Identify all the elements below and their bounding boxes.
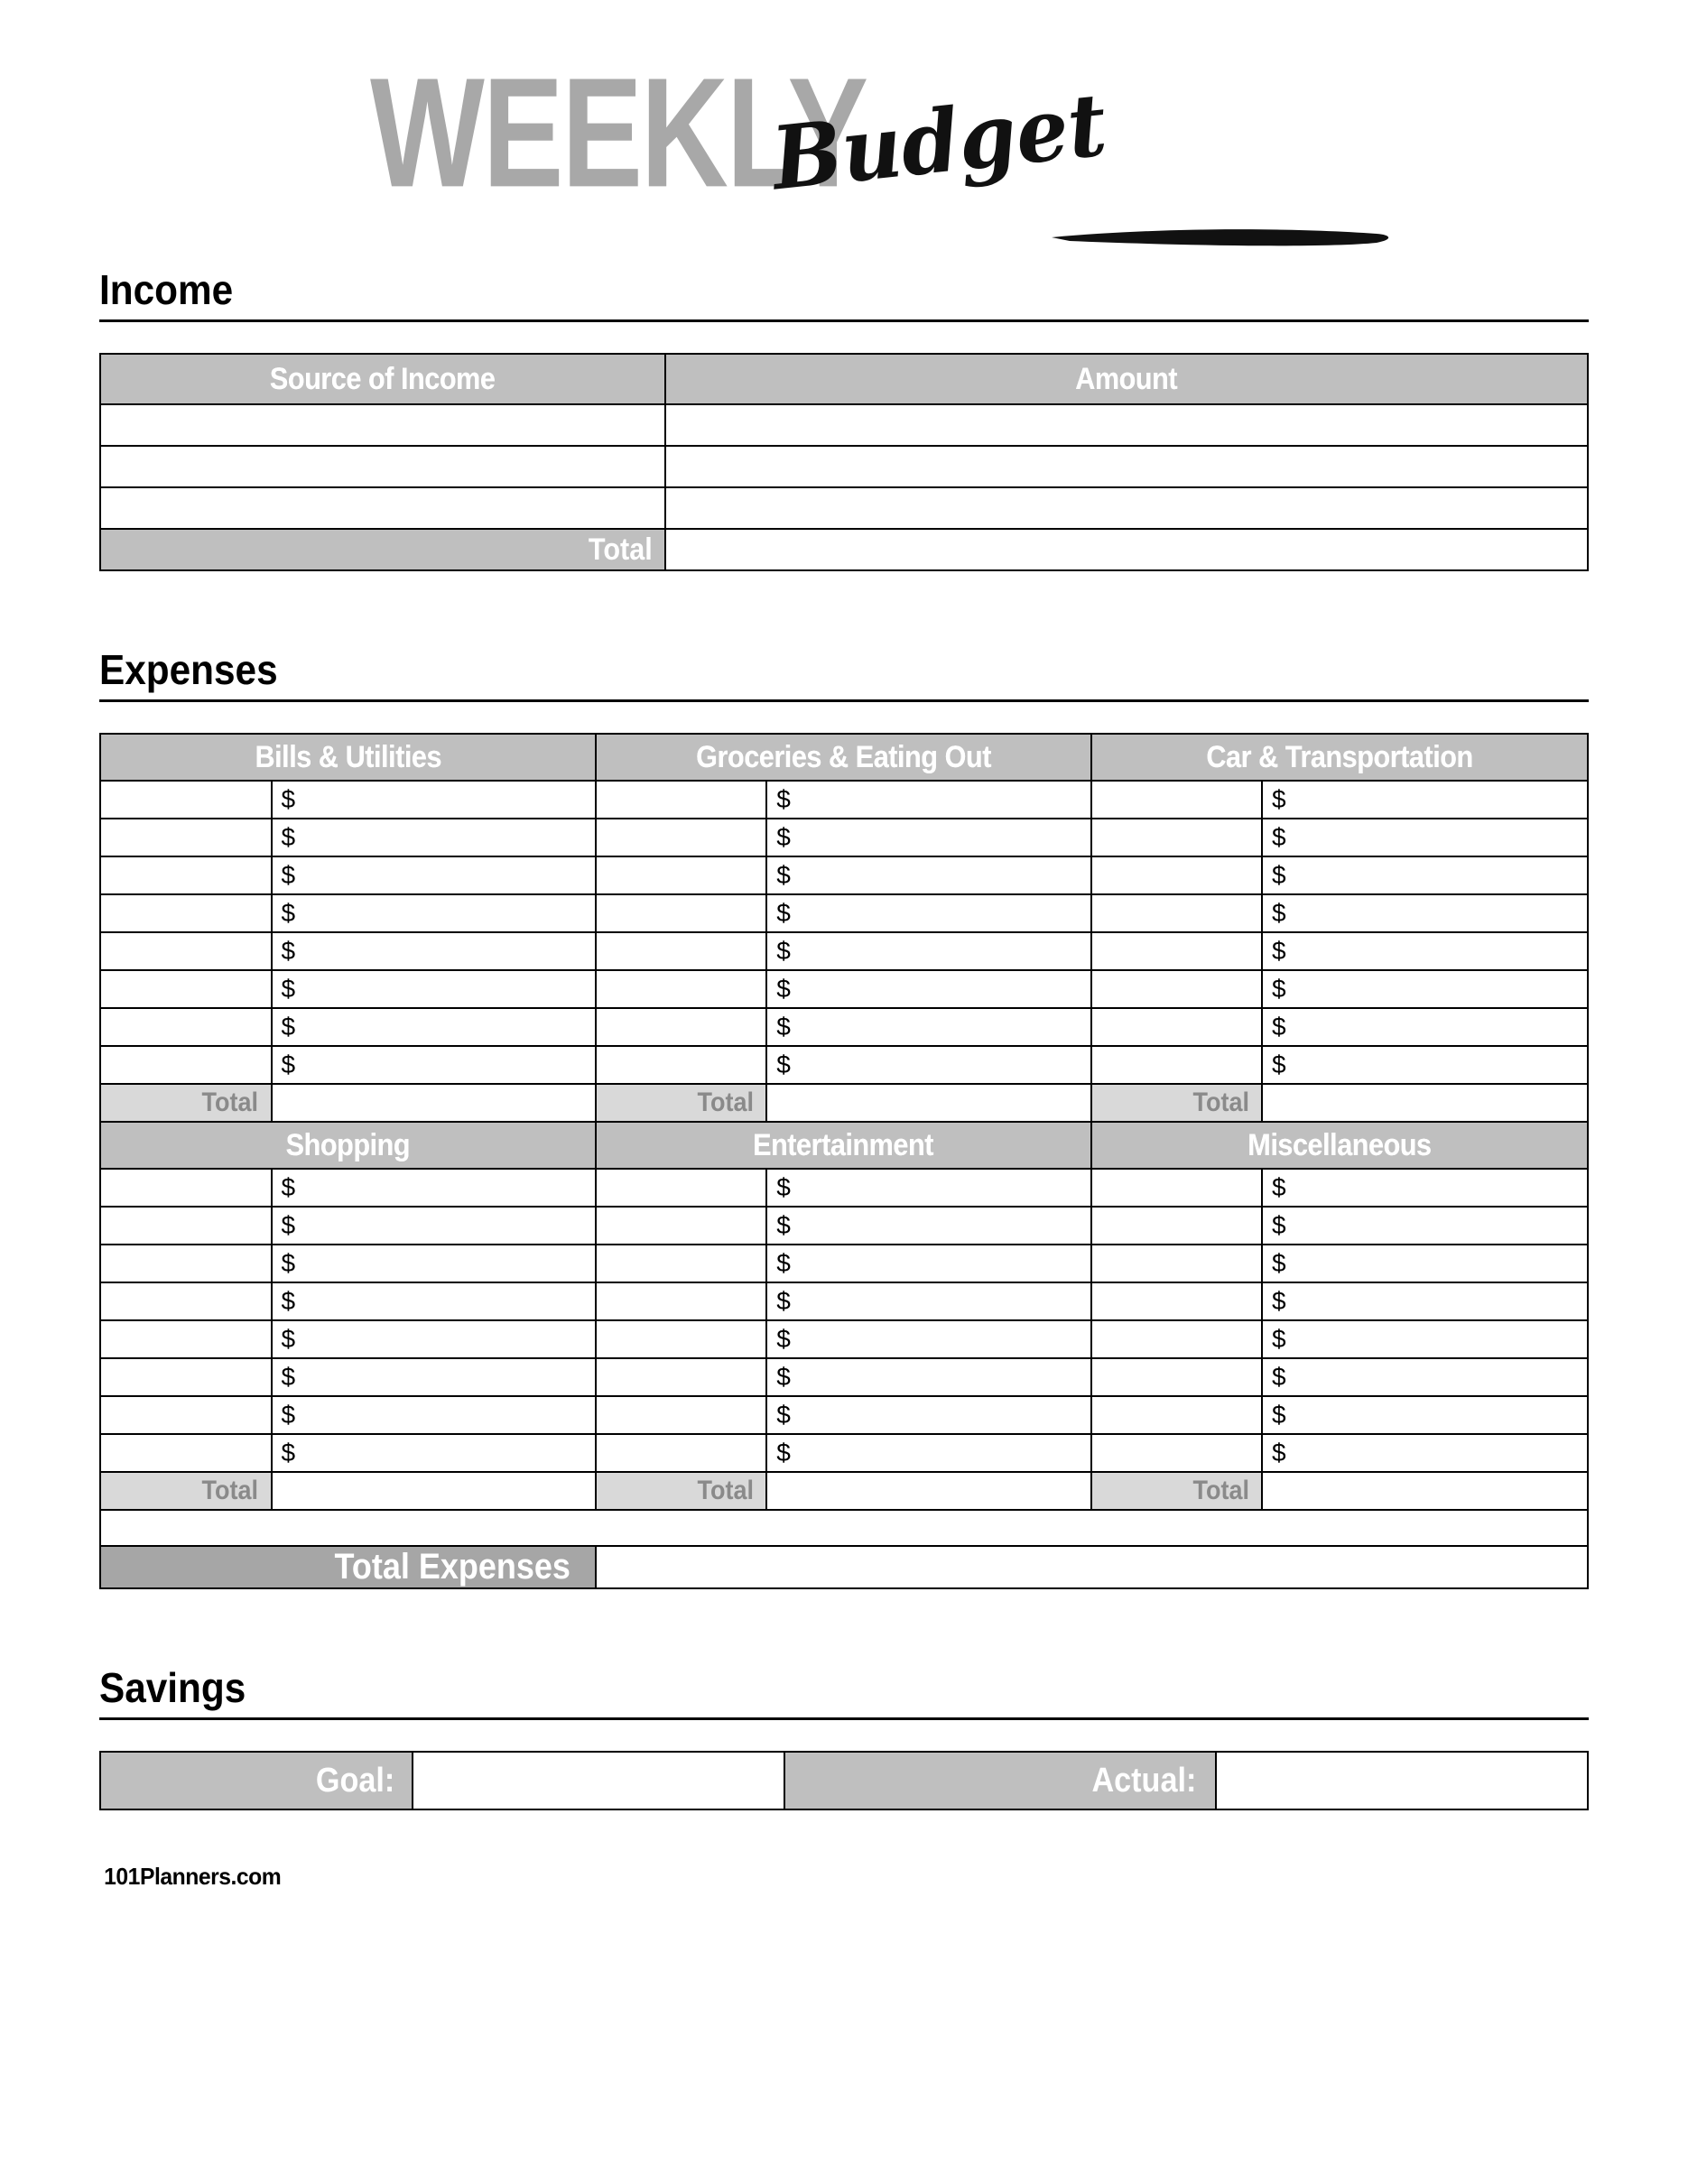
expense-item-input[interactable] xyxy=(100,856,272,894)
income-amount-input[interactable] xyxy=(665,404,1588,446)
income-col-source: Source of Income xyxy=(100,354,665,404)
expense-amount-input[interactable]: $ xyxy=(766,1245,1090,1282)
expense-amount-input[interactable]: $ xyxy=(1262,1008,1588,1046)
expense-amount-input[interactable]: $ xyxy=(766,1358,1090,1396)
expense-amount-input[interactable]: $ xyxy=(272,1358,596,1396)
total-expenses-value[interactable] xyxy=(596,1546,1588,1588)
income-section xyxy=(99,265,1589,571)
expense-amount-input[interactable]: $ xyxy=(766,856,1090,894)
spacer-cell xyxy=(100,1510,1588,1546)
income-source-input[interactable] xyxy=(100,487,665,529)
expense-amount-input[interactable]: $ xyxy=(1262,1434,1588,1472)
expense-item-input[interactable] xyxy=(100,1358,272,1396)
subtotal-label-car-transportation: Total xyxy=(1091,1084,1263,1122)
expense-amount-input[interactable]: $ xyxy=(272,1046,596,1084)
expense-item-input[interactable] xyxy=(1091,1207,1263,1245)
expense-item-input[interactable] xyxy=(1091,894,1263,932)
expense-amount-input[interactable]: $ xyxy=(1262,1358,1588,1396)
expense-item-input[interactable] xyxy=(1091,856,1263,894)
expenses-divider xyxy=(99,699,1589,702)
expense-amount-input[interactable]: $ xyxy=(766,932,1090,970)
savings-row xyxy=(100,1752,1588,1809)
spacer xyxy=(99,571,1589,642)
expense-amount-input[interactable]: $ xyxy=(766,1008,1090,1046)
income-divider xyxy=(99,319,1589,322)
expense-item-input[interactable] xyxy=(100,1008,272,1046)
expenses-subtotal-row-bottom xyxy=(100,1472,1588,1510)
expense-amount-input[interactable]: $ xyxy=(1262,1169,1588,1207)
expense-amount-input[interactable]: $ xyxy=(272,1008,596,1046)
expense-amount-input[interactable]: $ xyxy=(766,781,1090,819)
expense-amount-input[interactable]: $ xyxy=(1262,819,1588,856)
expenses-section xyxy=(99,645,1589,1589)
expense-amount-input[interactable]: $ xyxy=(1262,1245,1588,1282)
expense-item-input[interactable] xyxy=(100,1396,272,1434)
income-amount-input[interactable] xyxy=(665,487,1588,529)
table-row xyxy=(100,819,1588,856)
expense-amount-input[interactable]: $ xyxy=(766,970,1090,1008)
expense-item-input[interactable] xyxy=(596,932,767,970)
expense-amount-input[interactable]: $ xyxy=(1262,932,1588,970)
expense-amount-input[interactable]: $ xyxy=(1262,1282,1588,1320)
expense-item-input[interactable] xyxy=(596,1320,767,1358)
expense-item-input[interactable] xyxy=(596,894,767,932)
table-row xyxy=(100,446,1588,487)
expense-item-input[interactable] xyxy=(100,1320,272,1358)
income-col-amount: Amount xyxy=(665,354,1588,404)
expense-amount-input[interactable]: $ xyxy=(272,781,596,819)
income-total-label: Total xyxy=(100,529,665,570)
expense-item-input[interactable] xyxy=(596,1282,767,1320)
table-row xyxy=(100,894,1588,932)
expense-amount-input[interactable]: $ xyxy=(272,1207,596,1245)
expense-amount-input[interactable]: $ xyxy=(272,1245,596,1282)
expense-item-input[interactable] xyxy=(596,1207,767,1245)
expenses-category-groceries-eating-out: Groceries & Eating Out xyxy=(596,734,1091,781)
table-row xyxy=(100,1245,1588,1282)
subtotal-value-bills-utilities[interactable] xyxy=(272,1084,596,1122)
table-row xyxy=(100,1396,1588,1434)
expense-item-input[interactable] xyxy=(1091,1434,1263,1472)
expense-amount-input[interactable]: $ xyxy=(766,1282,1090,1320)
expense-amount-input[interactable]: $ xyxy=(272,1282,596,1320)
expense-item-input[interactable] xyxy=(596,856,767,894)
expense-amount-input[interactable]: $ xyxy=(1262,1396,1588,1434)
expenses-header-row-bottom xyxy=(100,1122,1588,1169)
subtotal-label-shopping: Total xyxy=(100,1472,272,1510)
expense-amount-input[interactable]: $ xyxy=(766,1046,1090,1084)
expense-amount-input[interactable]: $ xyxy=(272,894,596,932)
expense-item-input[interactable] xyxy=(1091,1282,1263,1320)
expense-item-input[interactable] xyxy=(596,1396,767,1434)
expenses-spacer-row xyxy=(100,1510,1588,1546)
table-row xyxy=(100,970,1588,1008)
savings-section xyxy=(99,1663,1589,1810)
expense-amount-input[interactable]: $ xyxy=(1262,894,1588,932)
expense-amount-input[interactable]: $ xyxy=(766,1169,1090,1207)
expense-item-input[interactable] xyxy=(100,970,272,1008)
expense-item-input[interactable] xyxy=(100,1046,272,1084)
savings-goal-input[interactable] xyxy=(413,1752,784,1809)
income-amount-input[interactable] xyxy=(665,446,1588,487)
title-budget: Budget xyxy=(767,73,1111,210)
table-row xyxy=(100,1008,1588,1046)
expense-item-input[interactable] xyxy=(596,819,767,856)
subtotal-value-car-transportation[interactable] xyxy=(1262,1084,1588,1122)
expense-item-input[interactable] xyxy=(596,970,767,1008)
expense-item-input[interactable] xyxy=(100,1207,272,1245)
total-expenses-label: Total Expenses xyxy=(100,1546,596,1588)
table-row xyxy=(100,1207,1588,1245)
savings-heading: Savings xyxy=(99,1664,246,1711)
expense-item-input[interactable] xyxy=(596,1046,767,1084)
footer-credit: 101Planners.com xyxy=(104,1863,282,1890)
expenses-category-entertainment: Entertainment xyxy=(596,1122,1091,1169)
expense-item-input[interactable] xyxy=(100,1169,272,1207)
table-row xyxy=(100,1358,1588,1396)
expense-amount-input[interactable]: $ xyxy=(1262,1207,1588,1245)
expense-item-input[interactable] xyxy=(596,1358,767,1396)
table-row xyxy=(100,932,1588,970)
expense-amount-input[interactable]: $ xyxy=(272,1169,596,1207)
expense-amount-input[interactable]: $ xyxy=(766,1320,1090,1358)
expense-amount-input[interactable]: $ xyxy=(1262,1046,1588,1084)
table-row xyxy=(100,1320,1588,1358)
expense-item-input[interactable] xyxy=(100,781,272,819)
table-row xyxy=(100,1169,1588,1207)
expense-amount-input[interactable]: $ xyxy=(272,1434,596,1472)
income-table xyxy=(99,353,1589,571)
expense-amount-input[interactable]: $ xyxy=(1262,970,1588,1008)
income-header-row xyxy=(100,354,1588,404)
table-row xyxy=(100,1046,1588,1084)
table-row xyxy=(100,856,1588,894)
subtotal-label-entertainment: Total xyxy=(596,1472,767,1510)
subtotal-label-groceries-eating-out: Total xyxy=(596,1084,767,1122)
savings-divider xyxy=(99,1717,1589,1720)
expense-amount-input[interactable]: $ xyxy=(766,1207,1090,1245)
spacer xyxy=(99,1589,1589,1660)
expenses-category-shopping: Shopping xyxy=(100,1122,596,1169)
expense-amount-input[interactable]: $ xyxy=(272,856,596,894)
expense-amount-input[interactable]: $ xyxy=(1262,781,1588,819)
expense-item-input[interactable] xyxy=(1091,1245,1263,1282)
expense-item-input[interactable] xyxy=(1091,1046,1263,1084)
savings-table xyxy=(99,1751,1589,1810)
subtotal-label-bills-utilities: Total xyxy=(100,1084,272,1122)
expense-item-input[interactable] xyxy=(596,1245,767,1282)
expenses-category-miscellaneous: Miscellaneous xyxy=(1091,1122,1588,1169)
expense-item-input[interactable] xyxy=(1091,781,1263,819)
expense-item-input[interactable] xyxy=(1091,932,1263,970)
table-row xyxy=(100,1282,1588,1320)
subtotal-label-miscellaneous: Total xyxy=(1091,1472,1263,1510)
expense-amount-input[interactable]: $ xyxy=(272,932,596,970)
expense-item-input[interactable] xyxy=(100,932,272,970)
subtotal-value-shopping[interactable] xyxy=(272,1472,596,1510)
income-total-row xyxy=(100,529,1588,570)
expenses-header-row-top xyxy=(100,734,1588,781)
expense-item-input[interactable] xyxy=(1091,1358,1263,1396)
expense-amount-input[interactable]: $ xyxy=(272,970,596,1008)
expense-item-input[interactable] xyxy=(1091,1396,1263,1434)
savings-goal-label: Goal: xyxy=(100,1752,413,1809)
expense-item-input[interactable] xyxy=(596,781,767,819)
table-row xyxy=(100,487,1588,529)
income-source-input[interactable] xyxy=(100,404,665,446)
title-underline-swoosh xyxy=(1052,226,1399,249)
expenses-grand-total-row xyxy=(100,1546,1588,1588)
table-row xyxy=(100,1434,1588,1472)
expense-item-input[interactable] xyxy=(1091,1320,1263,1358)
expense-amount-input[interactable]: $ xyxy=(766,894,1090,932)
expense-amount-input[interactable]: $ xyxy=(766,1396,1090,1434)
expense-amount-input[interactable]: $ xyxy=(766,1434,1090,1472)
subtotal-value-miscellaneous[interactable] xyxy=(1262,1472,1588,1510)
expense-item-input[interactable] xyxy=(596,1434,767,1472)
expenses-category-car-transportation: Car & Transportation xyxy=(1091,734,1588,781)
expenses-subtotal-row-top xyxy=(100,1084,1588,1122)
expense-amount-input[interactable]: $ xyxy=(272,819,596,856)
expense-item-input[interactable] xyxy=(100,1245,272,1282)
expense-item-input[interactable] xyxy=(100,894,272,932)
expense-item-input[interactable] xyxy=(100,819,272,856)
income-total-input[interactable] xyxy=(665,529,1588,570)
expense-amount-input[interactable]: $ xyxy=(1262,1320,1588,1358)
expense-item-input[interactable] xyxy=(100,1282,272,1320)
subtotal-value-groceries-eating-out[interactable] xyxy=(766,1084,1090,1122)
expense-item-input[interactable] xyxy=(1091,819,1263,856)
expense-amount-input[interactable]: $ xyxy=(1262,856,1588,894)
expenses-heading: Expenses xyxy=(99,646,278,693)
expenses-category-bills-utilities: Bills & Utilities xyxy=(100,734,596,781)
expense-item-input[interactable] xyxy=(100,1434,272,1472)
savings-actual-label: Actual: xyxy=(784,1752,1216,1809)
expense-amount-input[interactable]: $ xyxy=(766,819,1090,856)
expense-amount-input[interactable]: $ xyxy=(272,1320,596,1358)
expense-item-input[interactable] xyxy=(1091,970,1263,1008)
expense-amount-input[interactable]: $ xyxy=(272,1396,596,1434)
expense-item-input[interactable] xyxy=(596,1008,767,1046)
savings-actual-input[interactable] xyxy=(1216,1752,1588,1809)
expenses-table xyxy=(99,733,1589,1589)
income-heading: Income xyxy=(99,266,234,313)
page-title xyxy=(99,0,1589,262)
expense-item-input[interactable] xyxy=(1091,1008,1263,1046)
table-row xyxy=(100,404,1588,446)
table-row xyxy=(100,781,1588,819)
expense-item-input[interactable] xyxy=(1091,1169,1263,1207)
title-weekly: WEEKLY xyxy=(370,46,867,221)
income-source-input[interactable] xyxy=(100,446,665,487)
subtotal-value-entertainment[interactable] xyxy=(766,1472,1090,1510)
expense-item-input[interactable] xyxy=(596,1169,767,1207)
